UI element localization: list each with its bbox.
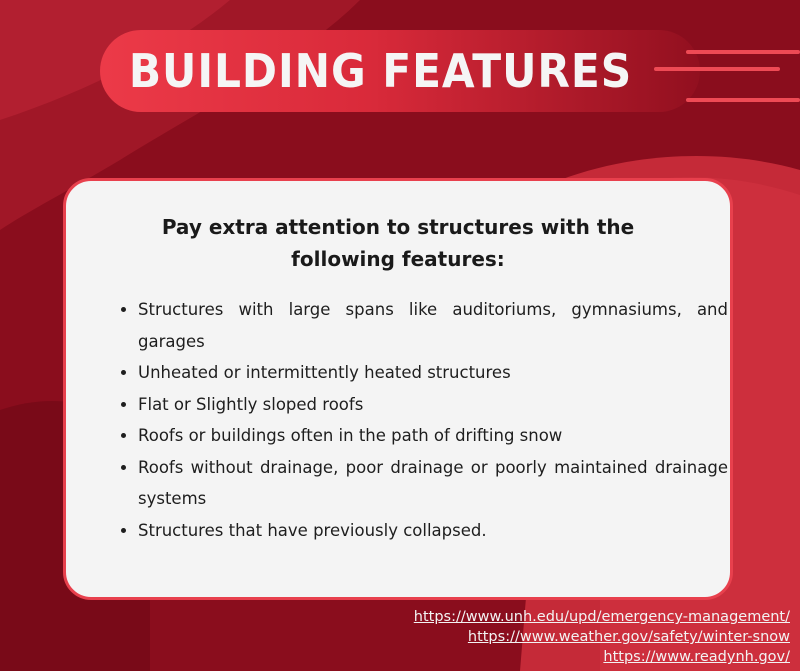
- features-list: [118, 294, 728, 546]
- decorative-line-top: [686, 50, 800, 54]
- title-banner: [100, 30, 700, 112]
- list-item: • Structures that have previously collapsed.: [138, 515, 728, 547]
- card-heading-line-2: following features:: [291, 247, 505, 271]
- list-item: • Flat or Slightly sloped roofs: [138, 389, 728, 421]
- card-heading-line-1: Pay extra attention to structures with the: [161, 215, 635, 239]
- page-title: BUILDING FEATURES: [128, 44, 632, 98]
- card-heading: [66, 211, 730, 275]
- decorative-line-middle: [654, 67, 780, 71]
- features-card: [63, 178, 733, 600]
- decorative-line-bottom: [686, 98, 800, 102]
- source-links: [414, 607, 790, 667]
- list-item: • Structures with large spans like auditoriums, gymnasiums, and garages: [138, 294, 728, 357]
- list-item: • Unheated or intermittently heated structures: [138, 357, 728, 389]
- list-item: • Roofs or buildings often in the path of drifting snow: [138, 420, 728, 452]
- link-unh-emergency[interactable]: https://www.unh.edu/upd/emergency-management/: [413, 609, 790, 625]
- list-item: • Roofs without drainage, poor drainage or poorly maintained drainage systems: [138, 452, 728, 515]
- link-weather-winter-snow[interactable]: https://www.weather.gov/safety/winter-snow: [467, 629, 790, 645]
- link-readynh[interactable]: https://www.readynh.gov/: [603, 649, 790, 665]
